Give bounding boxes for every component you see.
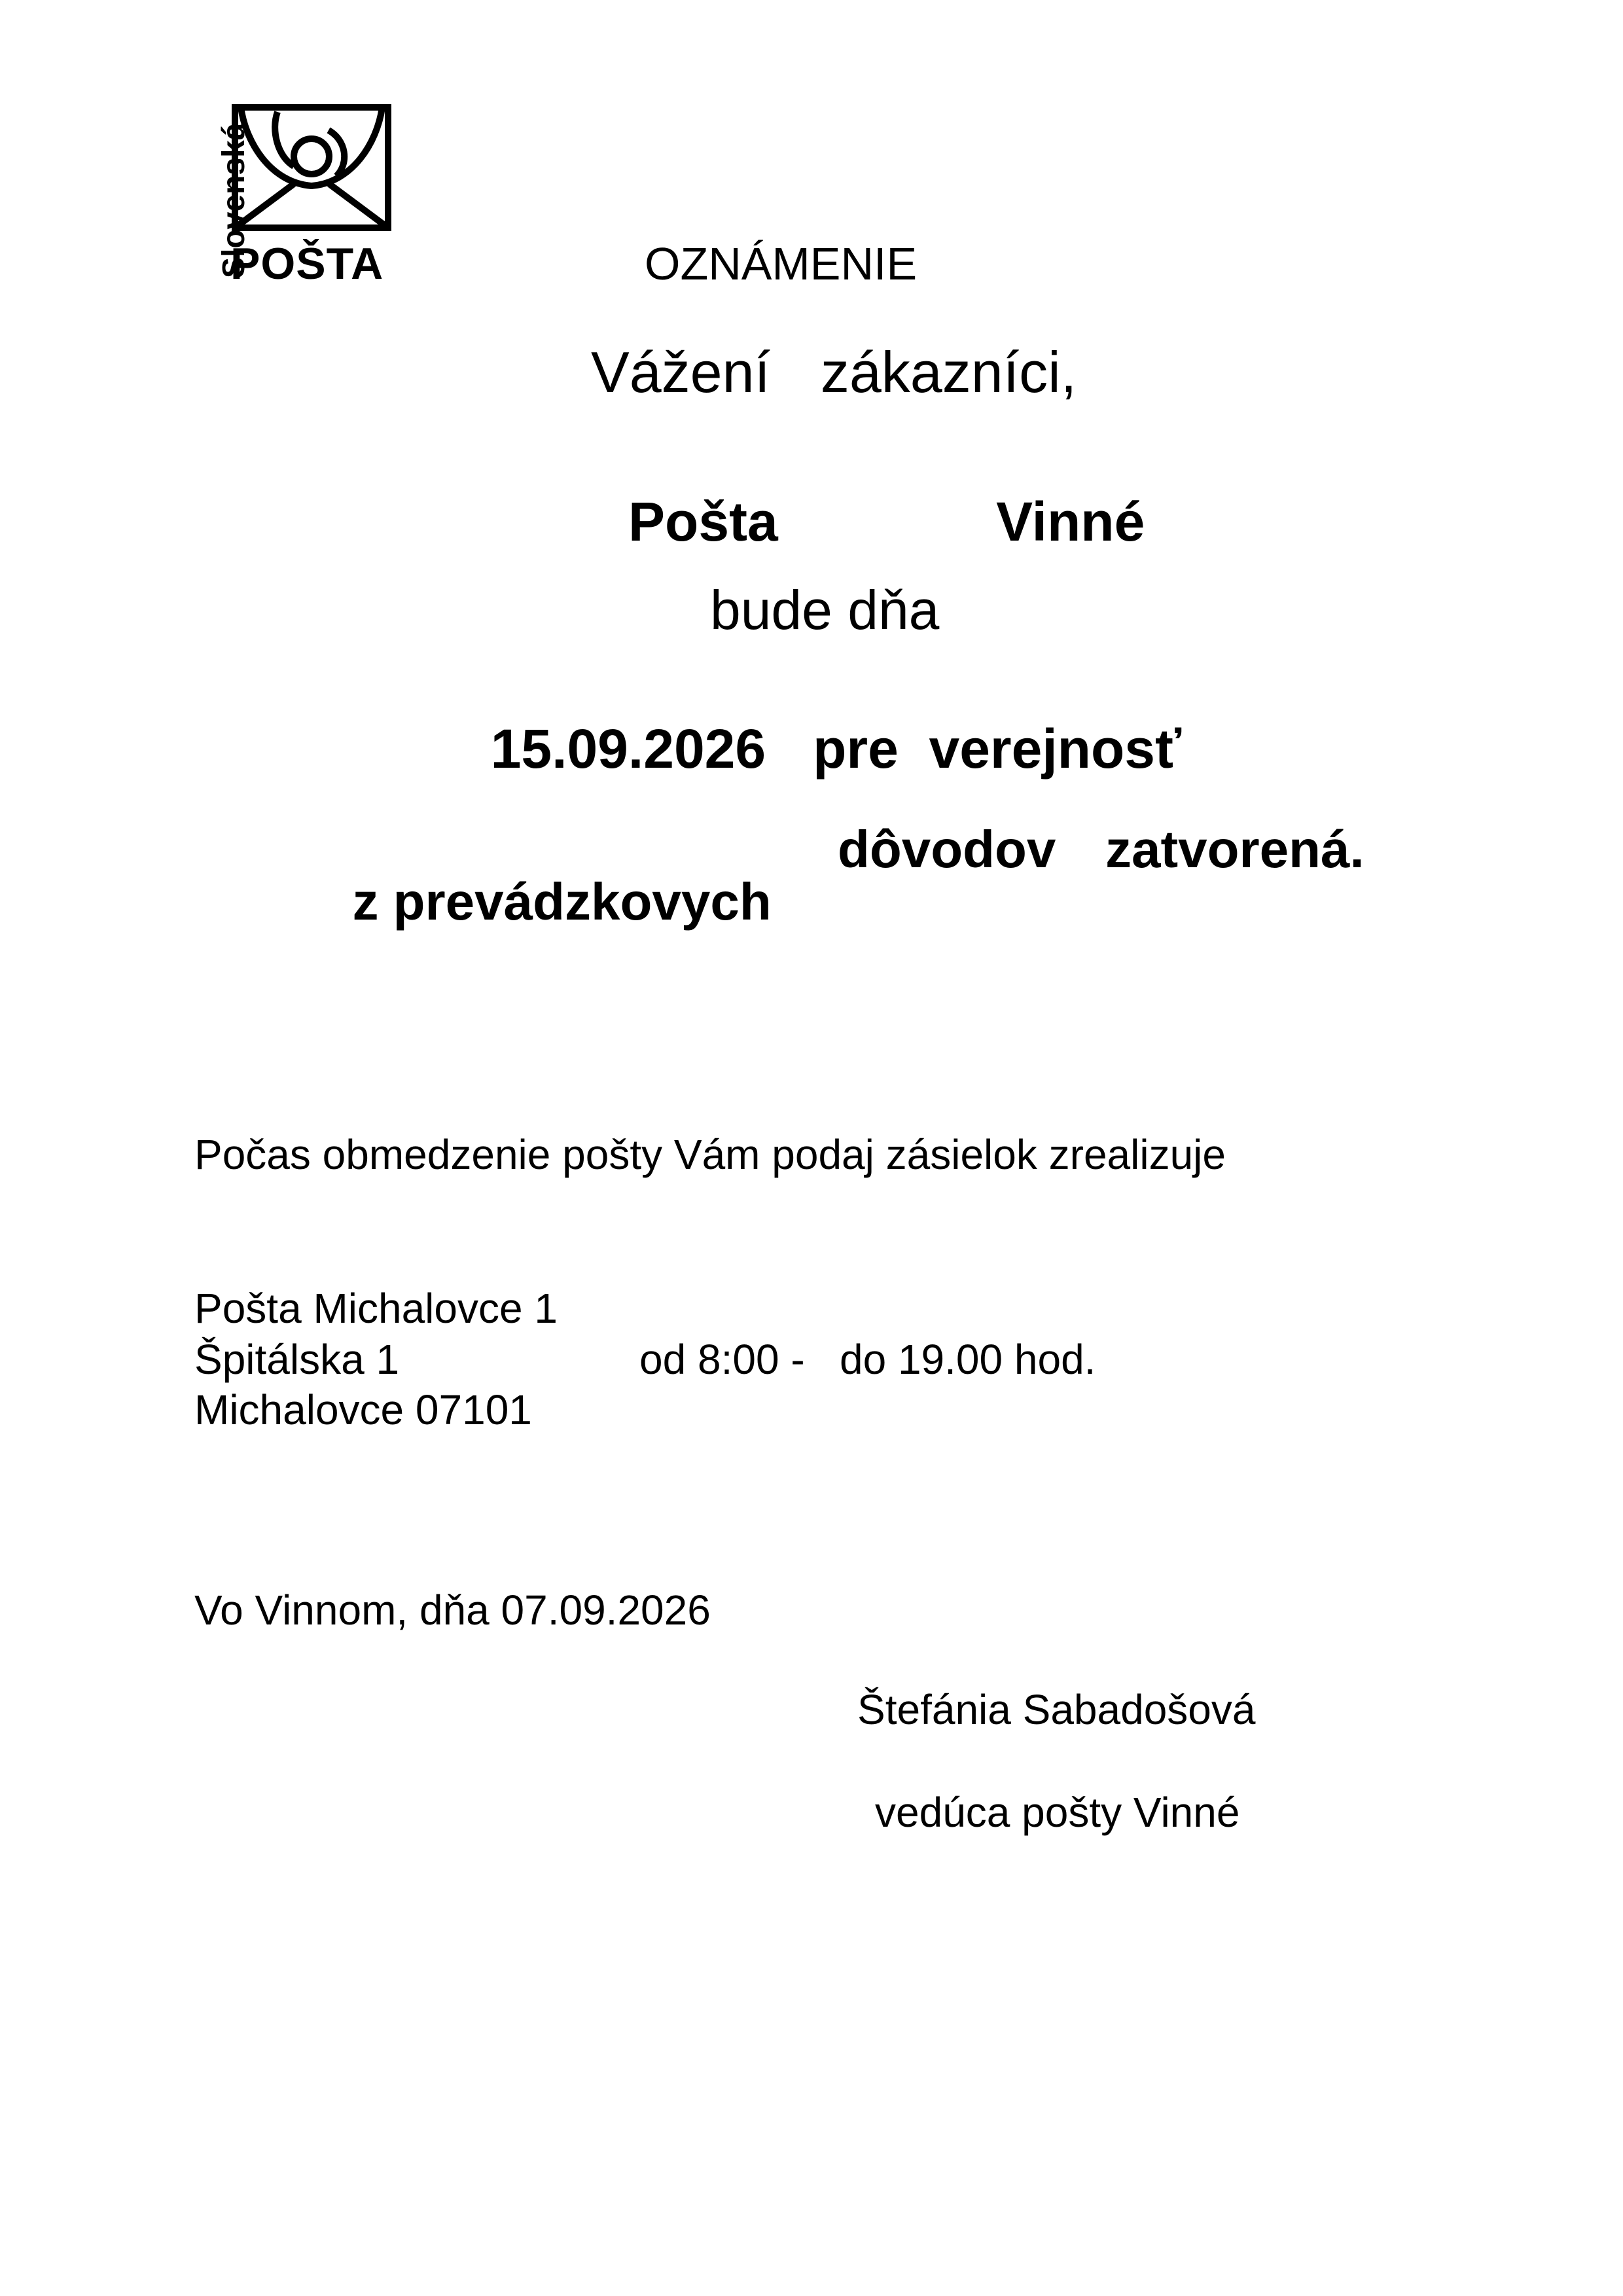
slovak-post-horn-envelope-icon <box>232 104 391 231</box>
reason-part-1: z prevádzkovych <box>352 872 772 931</box>
place-and-date: Vo Vinnom, dňa 07.09.2026 <box>194 1587 711 1634</box>
notice-greeting: Vážení zákazníci, <box>591 340 1077 404</box>
alternative-office: Pošta Michalovce 1 <box>194 1285 558 1332</box>
closure-reason-line <box>323 820 1364 1033</box>
logo-brand-top <box>190 101 251 285</box>
office-name: Pošta Vinné <box>628 491 1145 552</box>
alternative-street: Špitálska 1 <box>194 1336 400 1383</box>
opening-hours: od 8:00 - do 19.00 hod. <box>639 1336 1096 1383</box>
reason-part-3: zatvorená. <box>1105 820 1364 878</box>
for-public-text: pre verejnosť <box>813 718 1182 780</box>
reason-part-2: dôvodov <box>838 820 1056 878</box>
slovenska-posta-logo <box>190 101 406 289</box>
alternative-intro: Počas obmedzenie pošty Vám podaj zásielok zrealizuje <box>194 1131 1226 1178</box>
logo-brand-top-text: Slovenská <box>217 122 251 278</box>
signatory-name: Štefánia Sabadošová <box>857 1686 1256 1733</box>
closure-date-line <box>460 666 1182 780</box>
closure-date: 15.09.2026 <box>490 718 766 780</box>
alternative-city: Michalovce 07101 <box>194 1386 532 1433</box>
signatory-role: vedúca pošty Vinné <box>875 1789 1240 1836</box>
notice-title: OZNÁMENIE <box>645 238 918 289</box>
will-be-text: bude dňa <box>710 579 940 641</box>
logo-brand-main: POŠTA <box>230 239 384 289</box>
